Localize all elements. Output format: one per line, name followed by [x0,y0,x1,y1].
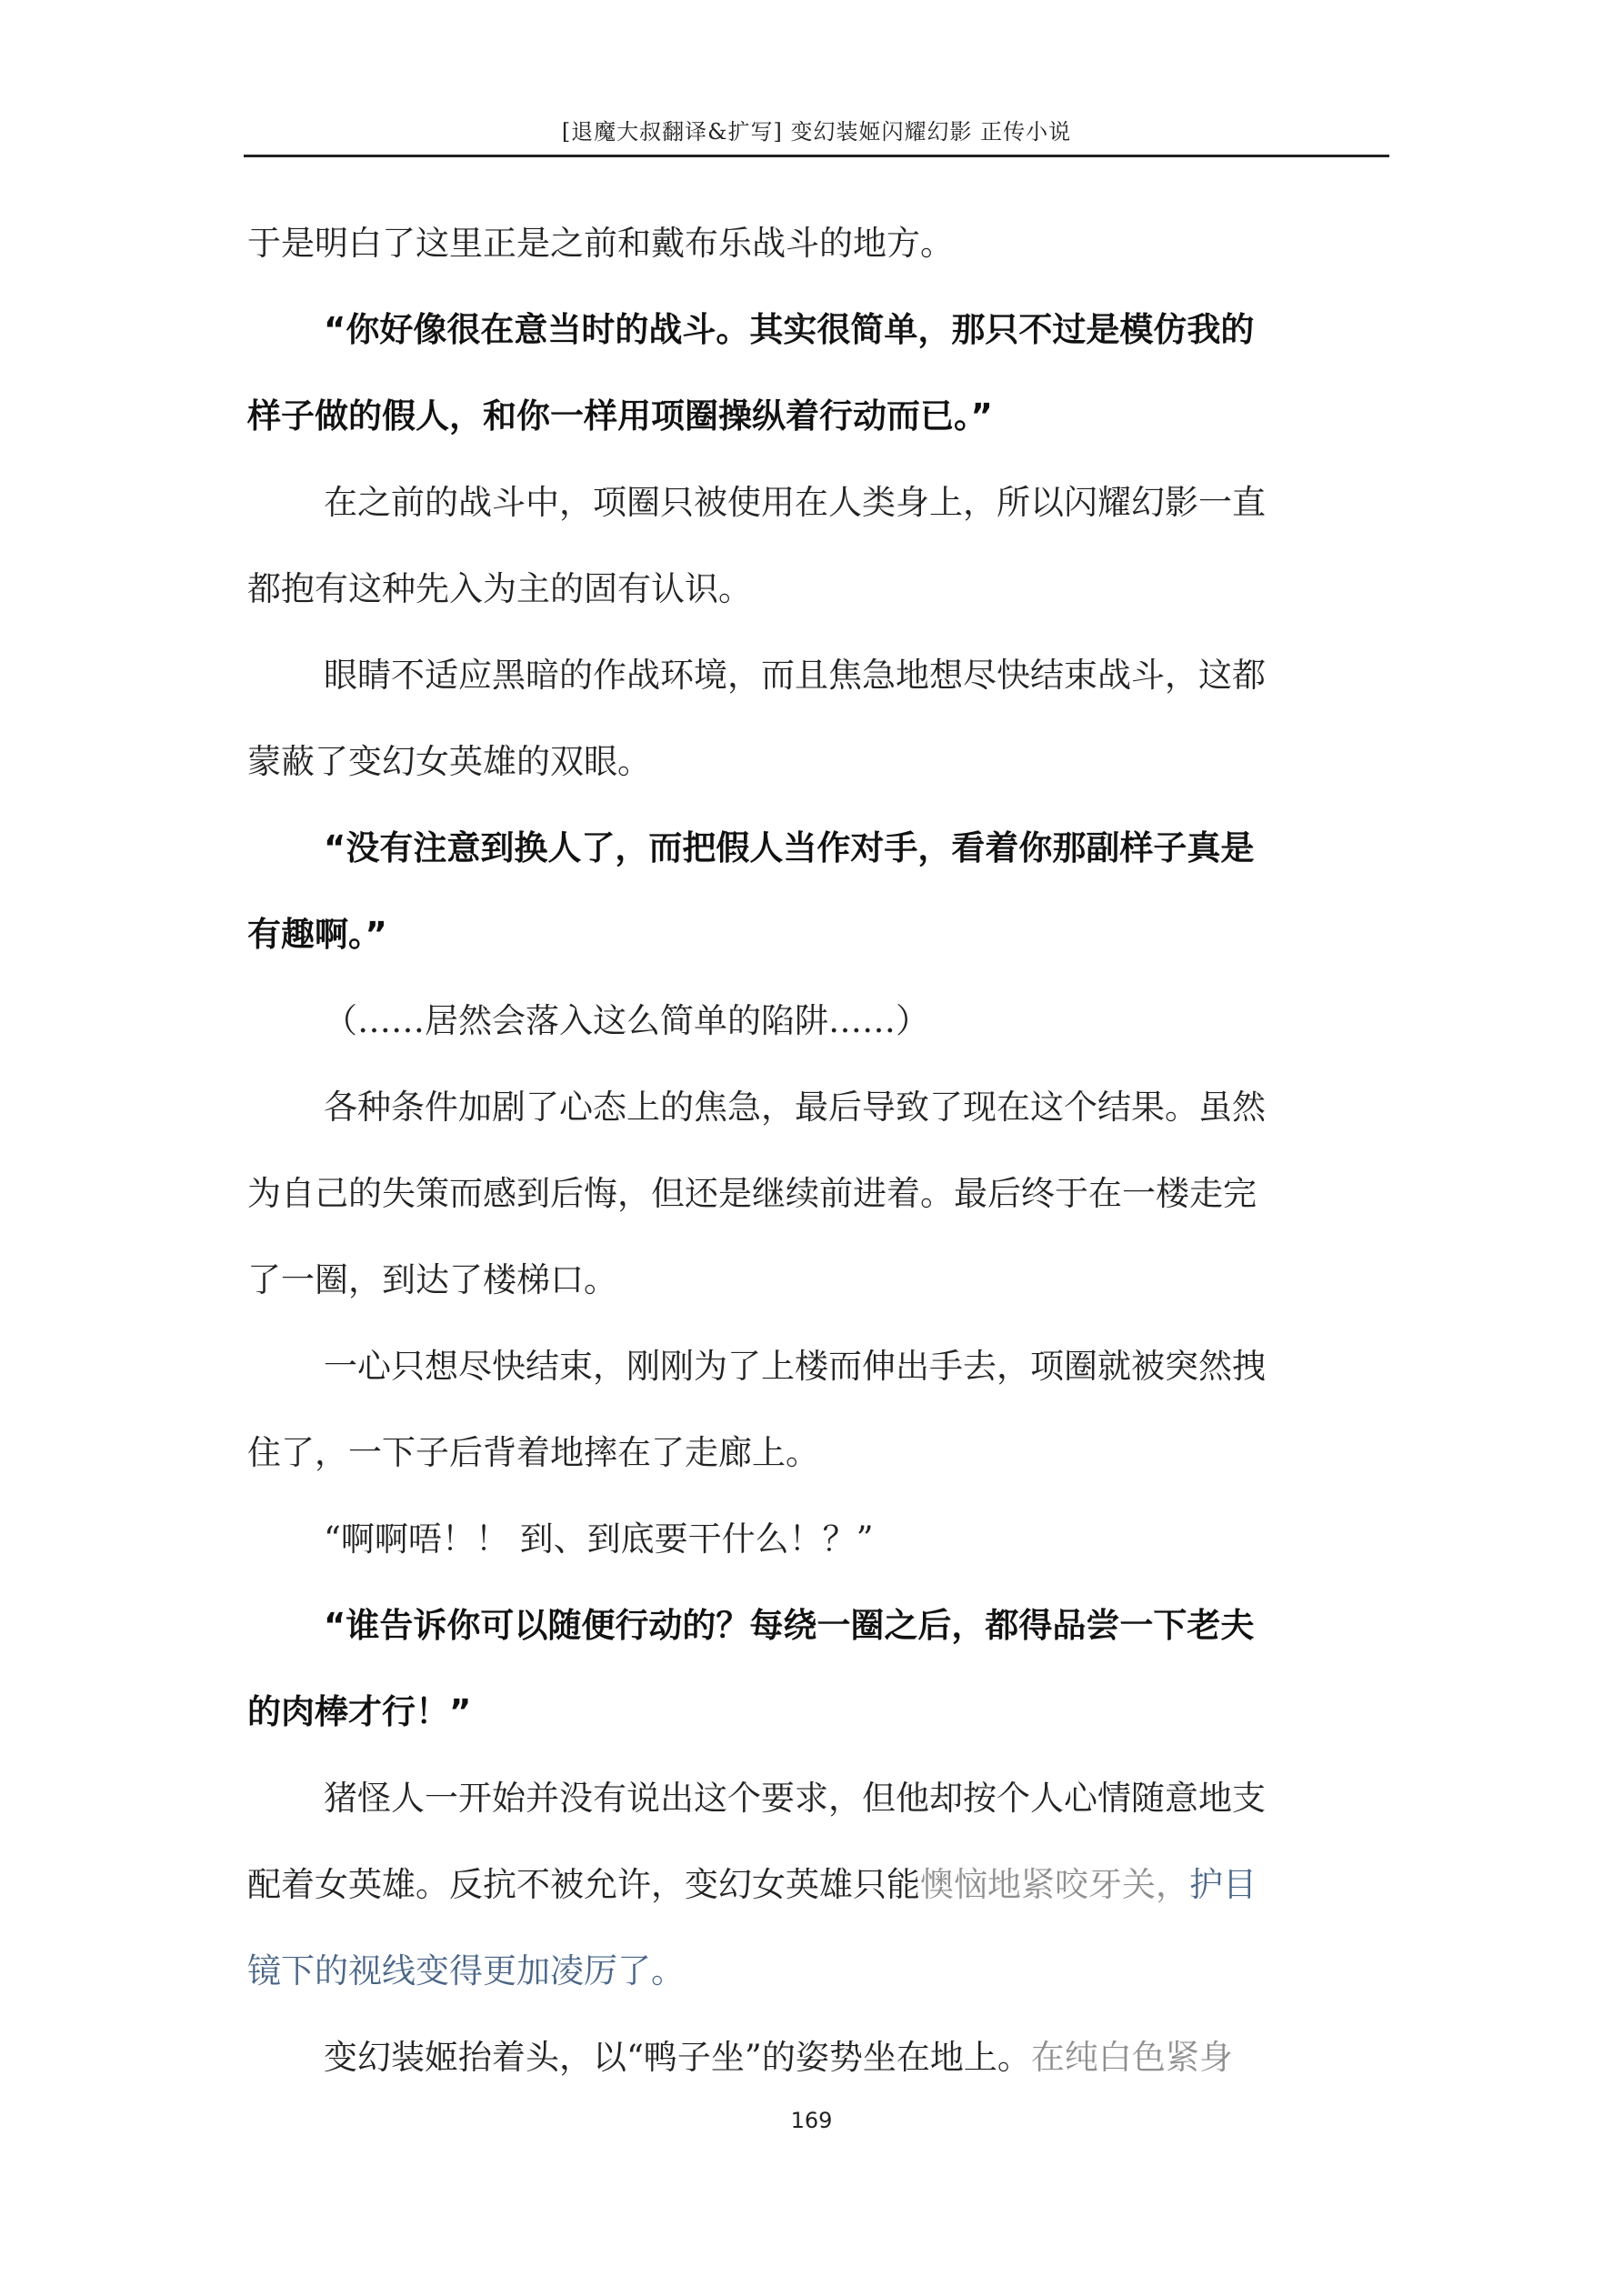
text-line: 于是明白了这里正是之前和戴布乐战斗的地方。 [247,224,954,263]
text-line: 猪怪人一开始并没有说出这个要求，但他却按个人心情随意地支 [324,1779,1266,1818]
dialogue-line: “谁告诉你可以随便行动的？每绕一圈之后，都得品尝一下老夫 [324,1606,1255,1645]
thought-line: （……居然会落入这么简单的陷阱……） [324,1001,929,1040]
text-line [247,1841,1386,1928]
text-line: 一心只想尽快结束，刚刚为了上楼而伸出手去，项圈就被突然拽 [324,1347,1266,1386]
text-line: 住了，一下子后背着地摔在了走廊上。 [247,1433,819,1472]
gray-text-segment: 懊恼地紧咬牙关， [920,1865,1189,1904]
page-number: 169 [790,2108,833,2133]
text-line: 各种条件加剧了心态上的焦急，最后导致了现在这个结果。虽然 [324,1088,1266,1127]
text-line: 蒙蔽了变幻女英雄的双眼。 [247,742,651,781]
text-line [247,2014,1386,2100]
dialogue-line: 样子做的假人，和你一样用项圈操纵着行动而已。” [247,396,993,436]
dialogue-line: “没有注意到换人了，而把假人当作对手，看着你那副样子真是 [324,828,1255,867]
document-body [247,200,1386,2100]
dialogue-line: “啊啊唔！！ 到、到底要干什么！？” [324,1519,874,1559]
text-segment: 变幻装姬抬着头，以“鸭子坐”的姿势坐在地上。 [324,2038,1031,2077]
page-header [244,109,1389,157]
header-title: [退魔大叔翻译&扩写] 变幻装姬闪耀幻影 正传小说 [561,119,1072,145]
text-line: 为自己的失策而感到后悔，但还是继续前进着。最后终于在一楼走完 [247,1174,1257,1213]
dialogue-line: 的肉棒才行！” [247,1692,472,1731]
dialogue-line: 有趣啊。” [247,915,387,954]
gray-text-segment: 在纯白色紧身 [1030,2038,1233,2077]
dialogue-line: “你好像很在意当时的战斗。其实很简单，那只不过是模仿我的 [324,310,1255,349]
blue-text-segment: 护目 [1189,1865,1257,1904]
text-line: 眼睛不适应黑暗的作战环境，而且焦急地想尽快结束战斗，这都 [324,656,1266,695]
text-segment: 配着女英雄。反抗不被允许，变幻女英雄只能 [247,1865,920,1904]
text-line: 在之前的战斗中，项圈只被使用在人类身上，所以闪耀幻影一直 [324,483,1266,522]
text-line: 了一圈，到达了楼梯口。 [247,1260,617,1299]
text-line: 镜下的视线变得更加凌厉了。 [247,1951,685,1990]
text-line: 都抱有这种先入为主的固有认识。 [247,569,752,608]
